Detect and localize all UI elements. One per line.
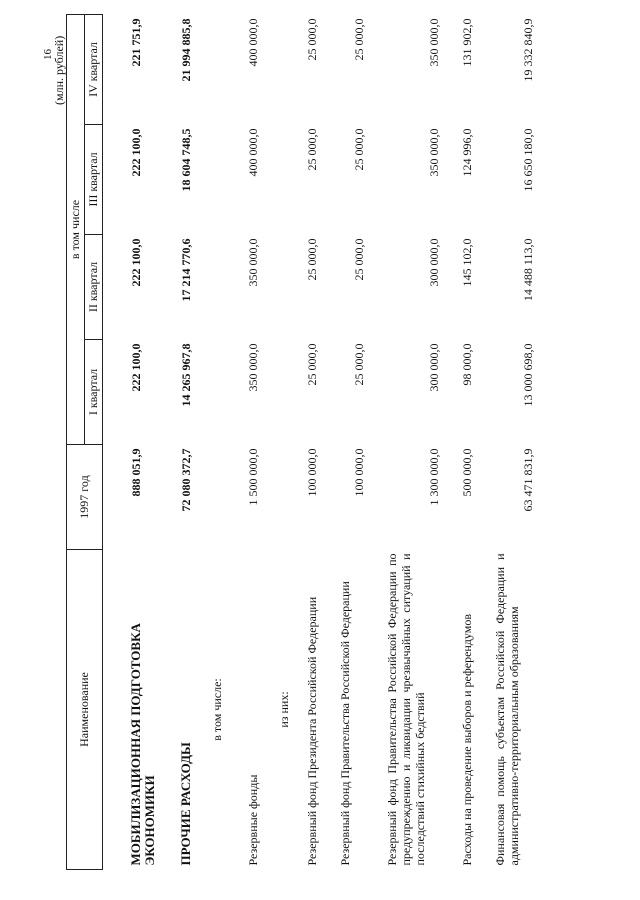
row-q3: 16 650 180,0: [521, 128, 535, 192]
row-name: в том числе:: [210, 678, 224, 741]
row-name: из них:: [277, 691, 291, 728]
row-q4: 25 000,0: [305, 18, 319, 61]
table-row: [442, 14, 475, 869]
row-q1: 25 000,0: [352, 343, 366, 386]
row-q1: 350 000,0: [246, 343, 260, 392]
row-year: 888 051,9: [129, 448, 143, 497]
row-year: 100 000,0: [352, 448, 366, 497]
row-q3: 18 604 748,5: [179, 128, 193, 192]
header-name: Наименование: [67, 550, 103, 870]
table-row: [291, 14, 320, 869]
row-q3: 25 000,0: [305, 128, 319, 171]
row-year: 500 000,0: [460, 448, 474, 497]
row-q1: 300 000,0: [427, 343, 441, 392]
row-q3: 350 000,0: [427, 128, 441, 177]
row-year: 1 500 000,0: [246, 448, 260, 506]
row-q1: 13 000 698,0: [521, 343, 535, 407]
table-row: [367, 14, 442, 869]
row-q4: 21 994 885,8: [179, 18, 193, 82]
row-q1: 222 100,0: [129, 343, 143, 392]
row-q1: 25 000,0: [305, 343, 319, 386]
row-q2: 14 488 113,0: [521, 238, 535, 302]
table-row: [320, 14, 367, 869]
row-year: 72 080 372,7: [179, 448, 193, 512]
header-q3: III квартал: [85, 125, 103, 235]
row-name: Финансовая помощь субъектам Российской Федерации и административно-территориальным образованиям: [493, 553, 521, 866]
row-year: 100 000,0: [305, 448, 319, 497]
row-year: 63 471 831,9: [521, 448, 535, 512]
row-q3: 400 000,0: [246, 128, 260, 177]
page-number: 16: [42, 49, 54, 60]
row-name: Резервный фонд Правительства Российской Федерации по предупреждению и ликвидации чрезвычайных ситуаций и последствий стихийных бедствий: [385, 553, 427, 866]
header-row-1: [67, 14, 85, 869]
table-row: [194, 14, 224, 869]
row-q2: 17 214 770,6: [179, 238, 193, 302]
table-row: [224, 14, 261, 869]
table-row: [475, 14, 536, 869]
table-row: [103, 14, 158, 869]
row-q4: 19 332 840,9: [521, 18, 535, 82]
row-q3: 222 100,0: [129, 128, 143, 177]
row-name: ПРОЧИЕ РАСХОДЫ: [178, 742, 193, 866]
header-in-total: в том числе: [67, 14, 85, 444]
row-q3: 124 996,0: [460, 128, 474, 177]
row-q2: 350 000,0: [246, 238, 260, 287]
header-year: 1997 год: [67, 445, 103, 550]
row-name: Резервный фонд Президента Российской Федерации: [305, 596, 319, 866]
row-q2: 300 000,0: [427, 238, 441, 287]
header-q1: I квартал: [85, 340, 103, 445]
table-row: [157, 14, 194, 869]
row-name: Резервный фонд Правительства Российской Федерации: [338, 581, 352, 866]
row-q2: 25 000,0: [305, 238, 319, 281]
row-q2: 222 100,0: [129, 238, 143, 287]
table-row: [261, 14, 291, 869]
row-name: Расходы на проведение выборов и референдумов: [460, 613, 474, 866]
row-q4: 131 902,0: [460, 18, 474, 67]
row-q1: 98 000,0: [460, 343, 474, 386]
header-q2: II квартал: [85, 235, 103, 340]
row-q2: 145 102,0: [460, 238, 474, 287]
row-name: МОБИЛИЗАЦИОННАЯ ПОДГОТОВКА ЭКОНОМИКИ: [128, 623, 157, 866]
row-q2: 25 000,0: [352, 238, 366, 281]
row-year: 1 300 000,0: [427, 448, 441, 506]
row-q4: 25 000,0: [352, 18, 366, 61]
row-q4: 400 000,0: [246, 18, 260, 67]
row-q1: 14 265 967,8: [179, 343, 193, 407]
row-q4: 350 000,0: [427, 18, 441, 67]
row-q3: 25 000,0: [352, 128, 366, 171]
row-name: Резервные фонды: [246, 774, 260, 866]
header-q4: IV квартал: [85, 14, 103, 124]
expenses-table: [66, 14, 536, 870]
row-q4: 221 751,9: [129, 18, 143, 67]
units-label: (млн. рублей): [52, 35, 66, 105]
